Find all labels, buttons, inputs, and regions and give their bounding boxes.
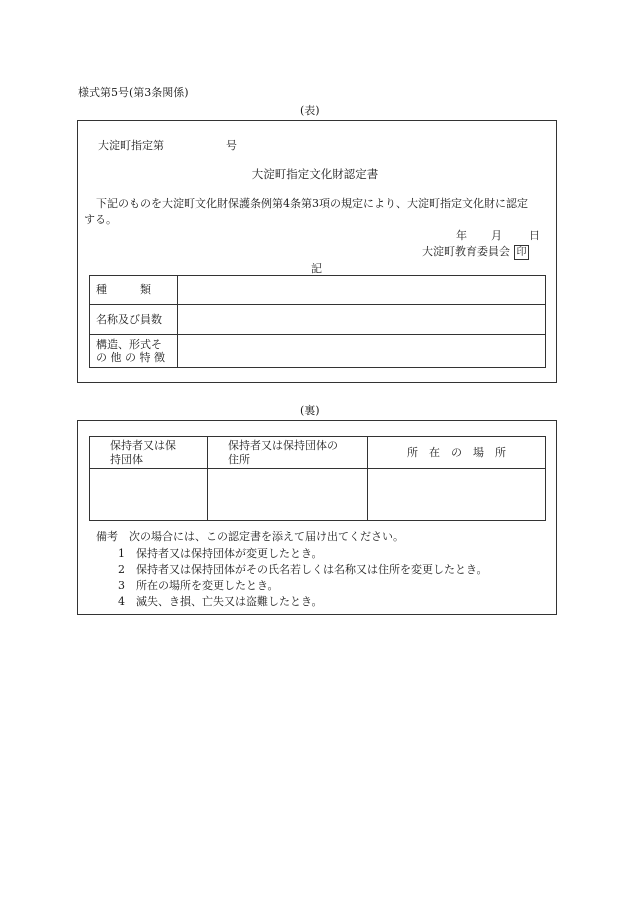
- cell-holder-address[interactable]: [208, 469, 368, 521]
- cell-holder[interactable]: [90, 469, 208, 521]
- row-label-name-and-count: 名称及び員数: [90, 305, 178, 335]
- front-info-table: [89, 275, 546, 368]
- back-side-label: (裏): [300, 404, 320, 417]
- header-holder-address: [208, 437, 368, 469]
- row-value-structure-features[interactable]: [178, 335, 546, 368]
- issuer-name: 大淀町教育委員会: [422, 245, 510, 258]
- list-item: 1 保持者又は保持団体が変更したとき。: [118, 547, 323, 560]
- header-holder-line1: 保持者又は保: [110, 439, 176, 453]
- table-row: [90, 335, 546, 368]
- table-row: [90, 305, 546, 335]
- list-item: 3 所在の場所を変更したとき。: [118, 579, 279, 592]
- row-label-type: 種 類: [90, 276, 178, 305]
- row-label-structure-features: [90, 335, 178, 368]
- form-number: 様式第5号(第3条関係): [78, 86, 189, 99]
- row-label-structure-line1: 構造、形式そ: [96, 337, 162, 351]
- date-month: 月: [491, 229, 502, 242]
- table-row: [90, 276, 546, 305]
- notes-list: [118, 546, 488, 610]
- back-holder-table: [89, 436, 546, 521]
- list-item: 4 滅失、き損、亡失又は盗難したとき。: [118, 595, 323, 608]
- date-day: 日: [529, 229, 540, 242]
- seal-mark: 印: [514, 245, 529, 260]
- header-holder-address-line2: 住所: [228, 452, 250, 466]
- certificate-number-prefix: 大淀町指定第: [98, 139, 164, 152]
- header-holder: [90, 437, 208, 469]
- notes-title: 備考 次の場合には、この認定書を添えて届け出てください。: [96, 530, 404, 543]
- certificate-body-line2: する。: [84, 213, 117, 226]
- row-value-name-and-count[interactable]: [178, 305, 546, 335]
- certificate-number-suffix: 号: [226, 139, 237, 152]
- row-label-structure-line2: の 他 の 特 徴: [96, 351, 165, 364]
- cell-location[interactable]: [368, 469, 546, 521]
- front-side-label: (表): [300, 104, 320, 117]
- header-location: 所 在 の 場 所: [368, 437, 546, 469]
- certificate-title: 大淀町指定文化財認定書: [251, 167, 379, 181]
- date-year: 年: [456, 229, 467, 242]
- table-header-row: [90, 437, 546, 469]
- issuer: [422, 245, 529, 260]
- row-value-type[interactable]: [178, 276, 546, 305]
- certificate-body-line1: 下記のものを大淀町文化財保護条例第4条第3項の規定により、大淀町指定文化財に認定: [96, 197, 528, 210]
- header-holder-line2: 持団体: [110, 452, 143, 466]
- list-item: 2 保持者又は保持団体がその氏名若しくは名称又は住所を変更したとき。: [118, 563, 488, 576]
- ki-label: 記: [311, 262, 322, 275]
- header-holder-address-line1: 保持者又は保持団体の: [228, 439, 338, 453]
- table-row: [90, 469, 546, 521]
